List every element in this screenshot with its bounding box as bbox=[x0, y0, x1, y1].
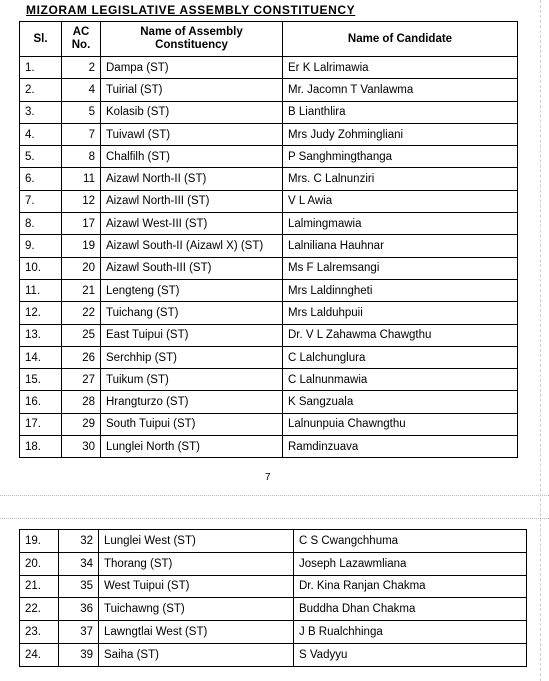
cell-candidate: B Lianthlira bbox=[283, 101, 518, 123]
page-break-divider bbox=[0, 495, 549, 519]
cell-ac-no: 2 bbox=[62, 57, 101, 79]
cell-ac-no: 34 bbox=[59, 552, 99, 575]
cell-sl: 13. bbox=[20, 324, 62, 346]
cell-candidate: Mrs Laldinngheti bbox=[283, 279, 518, 301]
cell-candidate: Buddha Dhan Chakma bbox=[294, 598, 527, 621]
cell-ac-no: 7 bbox=[62, 123, 101, 145]
cell-constituency: Aizawl North-III (ST) bbox=[101, 190, 283, 212]
cell-sl: 1. bbox=[20, 57, 62, 79]
cell-ac-no: 11 bbox=[62, 168, 101, 190]
cell-constituency: Tuichang (ST) bbox=[101, 302, 283, 324]
cell-ac-no: 5 bbox=[62, 101, 101, 123]
cell-ac-no: 37 bbox=[59, 621, 99, 644]
cell-ac-no: 8 bbox=[62, 146, 101, 168]
table-row bbox=[20, 369, 518, 391]
table-row bbox=[20, 213, 518, 235]
header-candidate: Name of Candidate bbox=[283, 22, 518, 57]
cell-constituency: Kolasib (ST) bbox=[101, 101, 283, 123]
cell-sl: 22. bbox=[20, 598, 59, 621]
cell-candidate: K Sangzuala bbox=[283, 391, 518, 413]
cell-sl: 15. bbox=[20, 369, 62, 391]
table-row bbox=[20, 168, 518, 190]
header-ac-no: AC No. bbox=[62, 22, 101, 57]
cell-constituency: Aizawl South-II (Aizawl X) (ST) bbox=[101, 235, 283, 257]
table-header-row bbox=[20, 22, 518, 57]
cell-candidate: Mr. Jacomn T Vanlawma bbox=[283, 79, 518, 101]
table-row bbox=[20, 324, 518, 346]
table-row bbox=[20, 302, 518, 324]
cell-constituency: Tuirial (ST) bbox=[101, 79, 283, 101]
cell-constituency: Aizawl North-II (ST) bbox=[101, 168, 283, 190]
cell-ac-no: 4 bbox=[62, 79, 101, 101]
table-row bbox=[20, 643, 527, 666]
cell-sl: 12. bbox=[20, 302, 62, 324]
cell-candidate: Lalmingmawia bbox=[283, 213, 518, 235]
cell-sl: 20. bbox=[20, 552, 59, 575]
cell-candidate: Ms F Lalremsangi bbox=[283, 257, 518, 279]
cell-ac-no: 30 bbox=[62, 436, 101, 458]
cell-candidate: Joseph Lazawmliana bbox=[294, 552, 527, 575]
cell-ac-no: 28 bbox=[62, 391, 101, 413]
page-number: 7 bbox=[265, 472, 271, 483]
cell-constituency: Lunglei North (ST) bbox=[101, 436, 283, 458]
cell-ac-no: 32 bbox=[59, 530, 99, 553]
table-row bbox=[20, 146, 518, 168]
cell-candidate: C Lalchunglura bbox=[283, 346, 518, 368]
table-row bbox=[20, 598, 527, 621]
cell-ac-no: 22 bbox=[62, 302, 101, 324]
cell-sl: 21. bbox=[20, 575, 59, 598]
cell-sl: 5. bbox=[20, 146, 62, 168]
cell-sl: 18. bbox=[20, 436, 62, 458]
cell-candidate: J B Rualchhinga bbox=[294, 621, 527, 644]
cell-constituency: South Tuipui (ST) bbox=[101, 413, 283, 435]
header-sl: Sl. bbox=[20, 22, 62, 57]
cell-candidate: P Sanghmingthanga bbox=[283, 146, 518, 168]
cell-sl: 19. bbox=[20, 530, 59, 553]
cell-candidate: Mrs Lalduhpuii bbox=[283, 302, 518, 324]
cell-candidate: Ramdinzuava bbox=[283, 436, 518, 458]
table-row bbox=[20, 279, 518, 301]
table-row bbox=[20, 621, 527, 644]
cell-ac-no: 25 bbox=[62, 324, 101, 346]
cell-constituency: Hrangturzo (ST) bbox=[101, 391, 283, 413]
cell-ac-no: 17 bbox=[62, 213, 101, 235]
cell-constituency: Lunglei West (ST) bbox=[99, 530, 294, 553]
cell-ac-no: 39 bbox=[59, 643, 99, 666]
page-edge-line bbox=[540, 0, 541, 681]
cell-candidate: S Vadyyu bbox=[294, 643, 527, 666]
cell-constituency: Aizawl West-III (ST) bbox=[101, 213, 283, 235]
cell-constituency: Tuikum (ST) bbox=[101, 369, 283, 391]
cell-constituency: Aizawl South-III (ST) bbox=[101, 257, 283, 279]
cell-constituency: Tuichawng (ST) bbox=[99, 598, 294, 621]
table-row bbox=[20, 101, 518, 123]
cell-ac-no: 12 bbox=[62, 190, 101, 212]
cell-constituency: Tuivawl (ST) bbox=[101, 123, 283, 145]
table-row bbox=[20, 57, 518, 79]
cell-constituency: West Tuipui (ST) bbox=[99, 575, 294, 598]
cell-sl: 10. bbox=[20, 257, 62, 279]
header-constituency: Name of Assembly Constituency bbox=[101, 22, 283, 57]
cell-constituency: Serchhip (ST) bbox=[101, 346, 283, 368]
cell-constituency: Chalfilh (ST) bbox=[101, 146, 283, 168]
cell-sl: 8. bbox=[20, 213, 62, 235]
cell-constituency: Saiha (ST) bbox=[99, 643, 294, 666]
cell-sl: 23. bbox=[20, 621, 59, 644]
cell-ac-no: 19 bbox=[62, 235, 101, 257]
table-row bbox=[20, 391, 518, 413]
cell-ac-no: 35 bbox=[59, 575, 99, 598]
cell-sl: 17. bbox=[20, 413, 62, 435]
cell-candidate: Mrs. C Lalnunziri bbox=[283, 168, 518, 190]
cell-ac-no: 26 bbox=[62, 346, 101, 368]
cell-constituency: Thorang (ST) bbox=[99, 552, 294, 575]
cell-candidate: Mrs Judy Zohmingliani bbox=[283, 123, 518, 145]
cell-sl: 14. bbox=[20, 346, 62, 368]
cell-sl: 4. bbox=[20, 123, 62, 145]
cell-candidate: Lalnunpuia Chawngthu bbox=[283, 413, 518, 435]
cell-candidate: C Lalnunmawia bbox=[283, 369, 518, 391]
cell-ac-no: 27 bbox=[62, 369, 101, 391]
cell-ac-no: 20 bbox=[62, 257, 101, 279]
table-row bbox=[20, 257, 518, 279]
constituency-table-page-2 bbox=[19, 529, 527, 667]
cell-sl: 24. bbox=[20, 643, 59, 666]
cell-sl: 7. bbox=[20, 190, 62, 212]
page-title: MIZORAM LEGISLATIVE ASSEMBLY CONSTITUENCY bbox=[26, 3, 356, 17]
cell-candidate: Dr. V L Zahawma Chawgthu bbox=[283, 324, 518, 346]
table-row bbox=[20, 346, 518, 368]
table-row bbox=[20, 552, 527, 575]
cell-candidate: Er K Lalrimawia bbox=[283, 57, 518, 79]
cell-constituency: Lawngtlai West (ST) bbox=[99, 621, 294, 644]
cell-ac-no: 21 bbox=[62, 279, 101, 301]
cell-ac-no: 36 bbox=[59, 598, 99, 621]
cell-constituency: Dampa (ST) bbox=[101, 57, 283, 79]
cell-sl: 6. bbox=[20, 168, 62, 190]
table-row bbox=[20, 530, 527, 553]
cell-sl: 16. bbox=[20, 391, 62, 413]
cell-candidate: C S Cwangchhuma bbox=[294, 530, 527, 553]
cell-candidate: V L Awia bbox=[283, 190, 518, 212]
cell-sl: 9. bbox=[20, 235, 62, 257]
constituency-table-page-1 bbox=[19, 21, 518, 458]
table-row bbox=[20, 235, 518, 257]
table-row bbox=[20, 413, 518, 435]
cell-constituency: East Tuipui (ST) bbox=[101, 324, 283, 346]
table-row bbox=[20, 123, 518, 145]
table-row bbox=[20, 190, 518, 212]
table-row bbox=[20, 79, 518, 101]
table-row bbox=[20, 436, 518, 458]
cell-sl: 3. bbox=[20, 101, 62, 123]
cell-sl: 2. bbox=[20, 79, 62, 101]
cell-constituency: Lengteng (ST) bbox=[101, 279, 283, 301]
cell-candidate: Lalniliana Hauhnar bbox=[283, 235, 518, 257]
cell-candidate: Dr. Kina Ranjan Chakma bbox=[294, 575, 527, 598]
cell-sl: 11. bbox=[20, 279, 62, 301]
cell-ac-no: 29 bbox=[62, 413, 101, 435]
table-row bbox=[20, 575, 527, 598]
